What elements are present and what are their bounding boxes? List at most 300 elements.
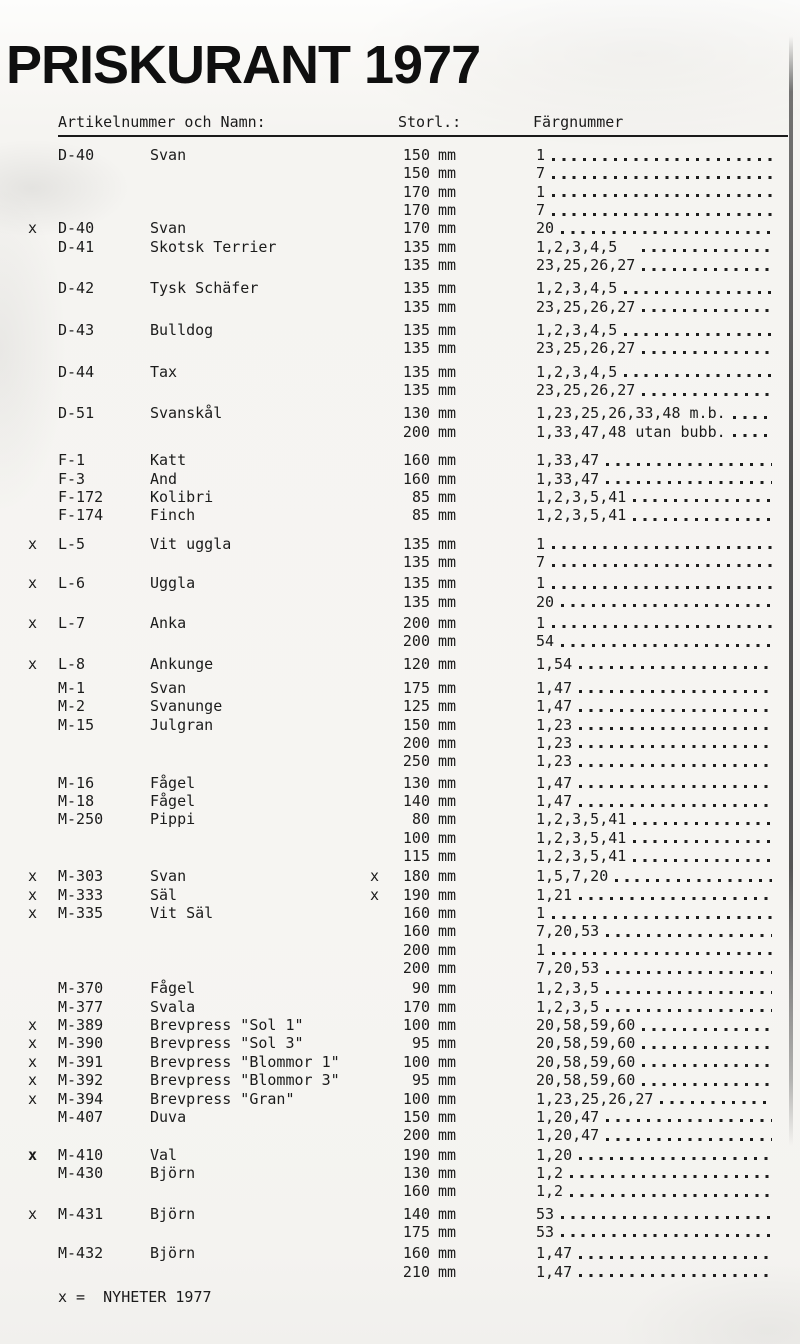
color-numbers: 1,2,3,5,41 [536, 506, 627, 525]
color-numbers-cell [536, 219, 772, 237]
color-numbers: 7,20,53 [536, 922, 600, 941]
color-numbers: 1,47 [536, 678, 573, 697]
dotted-leader [606, 998, 772, 1016]
dotted-leader [561, 219, 772, 237]
dotted-leader [579, 1244, 772, 1262]
article-name: Svala [150, 997, 196, 1016]
table-row [0, 829, 800, 847]
dotted-leader [552, 201, 772, 219]
size-unit: mm [438, 552, 457, 571]
table-row [0, 1090, 800, 1108]
size-value: 200 [402, 422, 430, 441]
article-number: M-2 [58, 697, 86, 716]
color-numbers-cell [536, 381, 772, 399]
article-number: L-6 [58, 574, 86, 593]
dotted-leader [552, 614, 772, 632]
new-item-marker: x [28, 1089, 38, 1108]
dotted-leader [624, 363, 772, 381]
dotted-leader [733, 404, 772, 422]
color-numbers-cell [536, 655, 772, 673]
color-numbers-cell [536, 553, 772, 571]
color-numbers-cell [536, 146, 772, 164]
size-unit: mm [438, 922, 457, 941]
size-unit: mm [438, 1145, 457, 1164]
color-numbers-cell [536, 1223, 772, 1241]
color-numbers: 1,2,3,5,41 [536, 487, 627, 506]
table-row [0, 614, 800, 632]
size-unit: mm [438, 979, 457, 998]
dotted-leader [642, 256, 772, 274]
table-row [0, 593, 800, 611]
size-unit: mm [438, 574, 457, 593]
table-row [0, 1182, 800, 1200]
size-new-marker: x [370, 885, 380, 904]
table-row [0, 922, 800, 940]
article-number: M-432 [58, 1244, 104, 1263]
table-row [0, 1126, 800, 1144]
table-row [0, 183, 800, 201]
size-unit: mm [438, 164, 457, 183]
size-value: 160 [402, 469, 430, 488]
table-row [0, 1205, 800, 1223]
table-row [0, 363, 800, 381]
table-header [0, 113, 800, 139]
table-row [0, 201, 800, 219]
color-numbers-cell [536, 959, 772, 977]
color-numbers: 1,20,47 [536, 1107, 600, 1126]
color-numbers-cell [536, 183, 772, 201]
color-numbers-cell [536, 941, 772, 959]
size-unit: mm [438, 792, 457, 810]
article-number: D-51 [58, 404, 95, 423]
size-value: 150 [402, 715, 430, 734]
article-number: L-7 [58, 613, 86, 632]
color-numbers-cell [536, 1126, 772, 1144]
size-unit: mm [438, 422, 457, 441]
color-numbers: 7 [536, 552, 546, 571]
dotted-leader [633, 847, 772, 865]
new-item-marker: x [28, 219, 38, 238]
color-numbers: 1,2,3,5,41 [536, 847, 627, 866]
article-name: Katt [150, 451, 187, 470]
table-row [0, 164, 800, 182]
dotted-leader [615, 867, 772, 885]
dotted-leader [606, 470, 772, 488]
size-value: 135 [402, 381, 430, 400]
article-number: M-250 [58, 810, 104, 829]
size-unit: mm [438, 904, 457, 923]
size-unit: mm [438, 1163, 457, 1182]
dotted-leader [660, 1090, 772, 1108]
size-value: 135 [402, 534, 430, 553]
color-numbers-cell [536, 979, 772, 997]
article-name: Fågel [150, 979, 196, 998]
size-unit: mm [438, 534, 457, 553]
color-numbers-cell [536, 1164, 772, 1182]
article-number: M-18 [58, 792, 95, 810]
table-row [0, 847, 800, 865]
table-row [0, 1108, 800, 1126]
table-row [0, 339, 800, 357]
header-underline [58, 135, 788, 137]
new-item-marker: x [28, 534, 38, 553]
color-numbers-cell [536, 238, 772, 256]
size-unit: mm [438, 469, 457, 488]
article-name: Säl [150, 885, 178, 904]
dotted-leader [552, 535, 772, 553]
color-numbers: 1,23 [536, 715, 573, 734]
size-unit: mm [438, 632, 457, 651]
article-name: Brevpress "Gran" [150, 1089, 295, 1108]
article-number: M-1 [58, 678, 86, 697]
size-unit: mm [438, 810, 457, 829]
dotted-leader [642, 1016, 772, 1034]
dotted-leader [606, 1126, 772, 1144]
article-name: Val [150, 1145, 178, 1164]
article-number: F-172 [58, 487, 104, 506]
table-row [0, 1034, 800, 1052]
color-numbers: 1,2 [536, 1163, 564, 1182]
color-numbers: 20,58,59,60 [536, 1016, 636, 1035]
size-unit: mm [438, 733, 457, 752]
table-row [0, 979, 800, 997]
dotted-leader [624, 279, 772, 297]
table-row [0, 716, 800, 734]
table-row [0, 792, 800, 810]
article-number: D-40 [58, 146, 95, 164]
color-numbers-cell [536, 256, 772, 274]
article-name: And [150, 469, 178, 488]
table-row [0, 904, 800, 922]
table-row [0, 470, 800, 488]
size-value: 160 [402, 1182, 430, 1201]
header-article-column: Artikelnummer och Namn: [58, 113, 266, 131]
table-row [0, 238, 800, 256]
dotted-leader [642, 298, 772, 316]
color-numbers-cell [536, 810, 772, 828]
article-name: Julgran [150, 715, 214, 734]
size-value: 170 [402, 182, 430, 201]
size-value: 130 [402, 773, 430, 792]
size-value: 200 [402, 1126, 430, 1145]
color-numbers: 20,58,59,60 [536, 1034, 636, 1053]
dotted-leader [579, 752, 772, 770]
size-unit: mm [438, 451, 457, 470]
article-number: D-43 [58, 321, 95, 340]
color-numbers-cell [536, 363, 772, 381]
size-value: 200 [402, 733, 430, 752]
size-unit: mm [438, 279, 457, 298]
color-numbers: 1,47 [536, 792, 573, 810]
size-value: 200 [402, 632, 430, 651]
size-value: 175 [402, 1222, 430, 1241]
table-row [0, 752, 800, 770]
color-numbers: 23,25,26,27 [536, 256, 636, 275]
size-value: 170 [402, 997, 430, 1016]
color-numbers: 1 [536, 182, 546, 201]
size-unit: mm [438, 678, 457, 697]
color-numbers-cell [536, 1146, 772, 1164]
article-name: Pippi [150, 810, 196, 829]
size-value: 90 [411, 979, 430, 998]
color-numbers: 54 [536, 632, 555, 651]
new-item-marker: x [28, 1071, 38, 1090]
dotted-leader [552, 574, 772, 592]
color-numbers-cell [536, 593, 772, 611]
size-value: 200 [402, 959, 430, 978]
color-numbers: 1 [536, 534, 546, 553]
table-row [0, 423, 800, 441]
color-numbers-cell [536, 886, 772, 904]
new-item-marker: x [28, 1145, 38, 1164]
size-value: 120 [402, 654, 430, 673]
color-numbers-cell [536, 404, 772, 422]
size-unit: mm [438, 362, 457, 381]
dotted-leader [552, 941, 772, 959]
color-numbers: 20 [536, 219, 555, 238]
article-number: M-389 [58, 1016, 104, 1035]
dotted-leader [579, 886, 772, 904]
size-value: 190 [402, 1145, 430, 1164]
dotted-leader [642, 1071, 772, 1089]
dotted-leader [561, 593, 772, 611]
size-unit: mm [438, 1034, 457, 1053]
table-row [0, 1146, 800, 1164]
header-size-column: Storl.: [398, 113, 462, 131]
price-list-rows [0, 146, 800, 1281]
color-numbers: 23,25,26,27 [536, 339, 636, 358]
dotted-leader [633, 829, 772, 847]
dotted-leader [733, 423, 772, 441]
color-numbers: 1,23,25,26,27 [536, 1089, 654, 1108]
dotted-leader [579, 697, 772, 715]
article-name: Skotsk Terrier [150, 237, 277, 256]
table-row [0, 219, 800, 237]
size-unit: mm [438, 237, 457, 256]
color-numbers-cell [536, 279, 772, 297]
dotted-leader [579, 734, 772, 752]
new-item-marker: x [28, 867, 38, 886]
color-numbers-cell [536, 614, 772, 632]
color-numbers-cell [536, 697, 772, 715]
table-row [0, 655, 800, 673]
size-value: 100 [402, 1089, 430, 1108]
article-name: Uggla [150, 574, 196, 593]
size-unit: mm [438, 256, 457, 275]
size-unit: mm [438, 715, 457, 734]
table-row [0, 535, 800, 553]
color-numbers-cell [536, 488, 772, 506]
size-value: 135 [402, 237, 430, 256]
dotted-leader [552, 146, 772, 164]
article-name: Duva [150, 1107, 187, 1126]
new-item-marker: x [28, 1016, 38, 1035]
color-numbers: 20,58,59,60 [536, 1071, 636, 1090]
new-item-marker: x [28, 904, 38, 923]
page-title: PRISKURANT 1977 [6, 35, 481, 96]
color-numbers: 1,33,47 [536, 451, 600, 470]
size-unit: mm [438, 885, 457, 904]
color-numbers-cell [536, 792, 772, 810]
color-numbers-cell [536, 1016, 772, 1034]
new-item-marker: x [28, 574, 38, 593]
article-number: M-410 [58, 1145, 104, 1164]
color-numbers: 1,2,3,4,5 [536, 321, 618, 340]
article-name: Brevpress "Blommor 3" [150, 1071, 340, 1090]
size-value: 160 [402, 1244, 430, 1263]
size-value: 130 [402, 1163, 430, 1182]
dotted-leader [642, 238, 772, 256]
dotted-leader [606, 922, 772, 940]
table-row [0, 1164, 800, 1182]
size-unit: mm [438, 506, 457, 525]
article-name: Svan [150, 678, 187, 697]
header-color-column: Färgnummer [533, 113, 624, 131]
dotted-leader [606, 451, 772, 469]
table-row [0, 632, 800, 650]
dotted-leader [570, 1182, 772, 1200]
article-name: Anka [150, 613, 187, 632]
article-number: M-390 [58, 1034, 104, 1053]
size-value: 140 [402, 1204, 430, 1223]
dotted-leader [633, 810, 772, 828]
size-unit: mm [438, 297, 457, 316]
color-numbers: 1,23,25,26,33,48 m.b. [536, 404, 726, 423]
color-numbers-cell [536, 423, 772, 441]
table-row [0, 381, 800, 399]
color-numbers: 1,47 [536, 1262, 573, 1281]
size-value: 100 [402, 828, 430, 847]
color-numbers-cell [536, 679, 772, 697]
color-numbers: 1,23 [536, 733, 573, 752]
dotted-leader [606, 1108, 772, 1126]
article-name: Kolibri [150, 487, 214, 506]
size-value: 80 [411, 810, 430, 829]
table-row [0, 298, 800, 316]
size-value: 135 [402, 339, 430, 358]
size-unit: mm [438, 1089, 457, 1108]
table-row [0, 697, 800, 715]
article-number: M-392 [58, 1071, 104, 1090]
color-numbers-cell [536, 506, 772, 524]
color-numbers-cell [536, 164, 772, 182]
color-numbers: 1,20 [536, 1145, 573, 1164]
color-numbers-cell [536, 774, 772, 792]
new-item-marker: x [28, 654, 38, 673]
article-name: Svan [150, 146, 187, 164]
color-numbers-cell [536, 470, 772, 488]
color-numbers-cell [536, 867, 772, 885]
article-name: Svanskål [150, 404, 223, 423]
article-name: Fågel [150, 773, 196, 792]
size-value: 135 [402, 321, 430, 340]
dotted-leader [642, 1053, 772, 1071]
size-value: 130 [402, 404, 430, 423]
size-value: 180 [402, 867, 430, 886]
size-value: 125 [402, 697, 430, 716]
size-value: 160 [402, 922, 430, 941]
color-numbers: 23,25,26,27 [536, 381, 636, 400]
color-numbers: 20 [536, 592, 555, 611]
table-row [0, 321, 800, 339]
new-item-marker: x [28, 1034, 38, 1053]
article-number: M-394 [58, 1089, 104, 1108]
table-row [0, 1223, 800, 1241]
new-item-marker: x [28, 1204, 38, 1223]
size-value: 95 [411, 1071, 430, 1090]
table-row [0, 1071, 800, 1089]
size-value: 250 [402, 752, 430, 771]
article-number: M-16 [58, 773, 95, 792]
color-numbers-cell [536, 451, 772, 469]
color-numbers-cell [536, 1071, 772, 1089]
article-number: M-407 [58, 1107, 104, 1126]
article-number: F-174 [58, 506, 104, 525]
dotted-leader [579, 1263, 772, 1281]
table-row [0, 488, 800, 506]
color-numbers: 7,20,53 [536, 959, 600, 978]
color-numbers-cell [536, 1182, 772, 1200]
size-value: 150 [402, 146, 430, 164]
size-value: 135 [402, 592, 430, 611]
size-unit: mm [438, 1126, 457, 1145]
color-numbers: 1,2,3,4,5 [536, 279, 618, 298]
article-number: F-3 [58, 469, 86, 488]
color-numbers: 1,2 [536, 1182, 564, 1201]
size-unit: mm [438, 201, 457, 220]
size-value: 100 [402, 1052, 430, 1071]
size-value: 85 [411, 506, 430, 525]
color-numbers-cell [536, 201, 772, 219]
size-value: 190 [402, 885, 430, 904]
size-unit: mm [438, 959, 457, 978]
color-numbers: 1 [536, 940, 546, 959]
table-row [0, 959, 800, 977]
size-unit: mm [438, 592, 457, 611]
dotted-leader [552, 183, 772, 201]
article-name: Brevpress "Blommor 1" [150, 1052, 340, 1071]
color-numbers: 7 [536, 201, 546, 220]
dotted-leader [579, 792, 772, 810]
article-number: M-335 [58, 904, 104, 923]
color-numbers-cell [536, 998, 772, 1016]
article-name: Svanunge [150, 697, 223, 716]
table-row [0, 886, 800, 904]
dotted-leader [561, 1205, 772, 1223]
size-value: 160 [402, 904, 430, 923]
color-numbers-cell [536, 1108, 772, 1126]
article-name: Vit Säl [150, 904, 214, 923]
size-value: 175 [402, 678, 430, 697]
article-name: Svan [150, 867, 187, 886]
size-unit: mm [438, 339, 457, 358]
size-value: 150 [402, 164, 430, 183]
size-value: 95 [411, 1034, 430, 1053]
size-unit: mm [438, 752, 457, 771]
size-value: 140 [402, 792, 430, 810]
scan-edge-artifact [789, 36, 793, 1146]
dotted-leader [642, 1034, 772, 1052]
color-numbers: 1,5,7,20 [536, 867, 609, 886]
article-number: L-5 [58, 534, 86, 553]
size-value: 150 [402, 1107, 430, 1126]
article-number: M-431 [58, 1204, 104, 1223]
table-row [0, 553, 800, 571]
dotted-leader [579, 716, 772, 734]
table-row [0, 451, 800, 469]
color-numbers: 7 [536, 164, 546, 183]
color-numbers: 20,58,59,60 [536, 1052, 636, 1071]
